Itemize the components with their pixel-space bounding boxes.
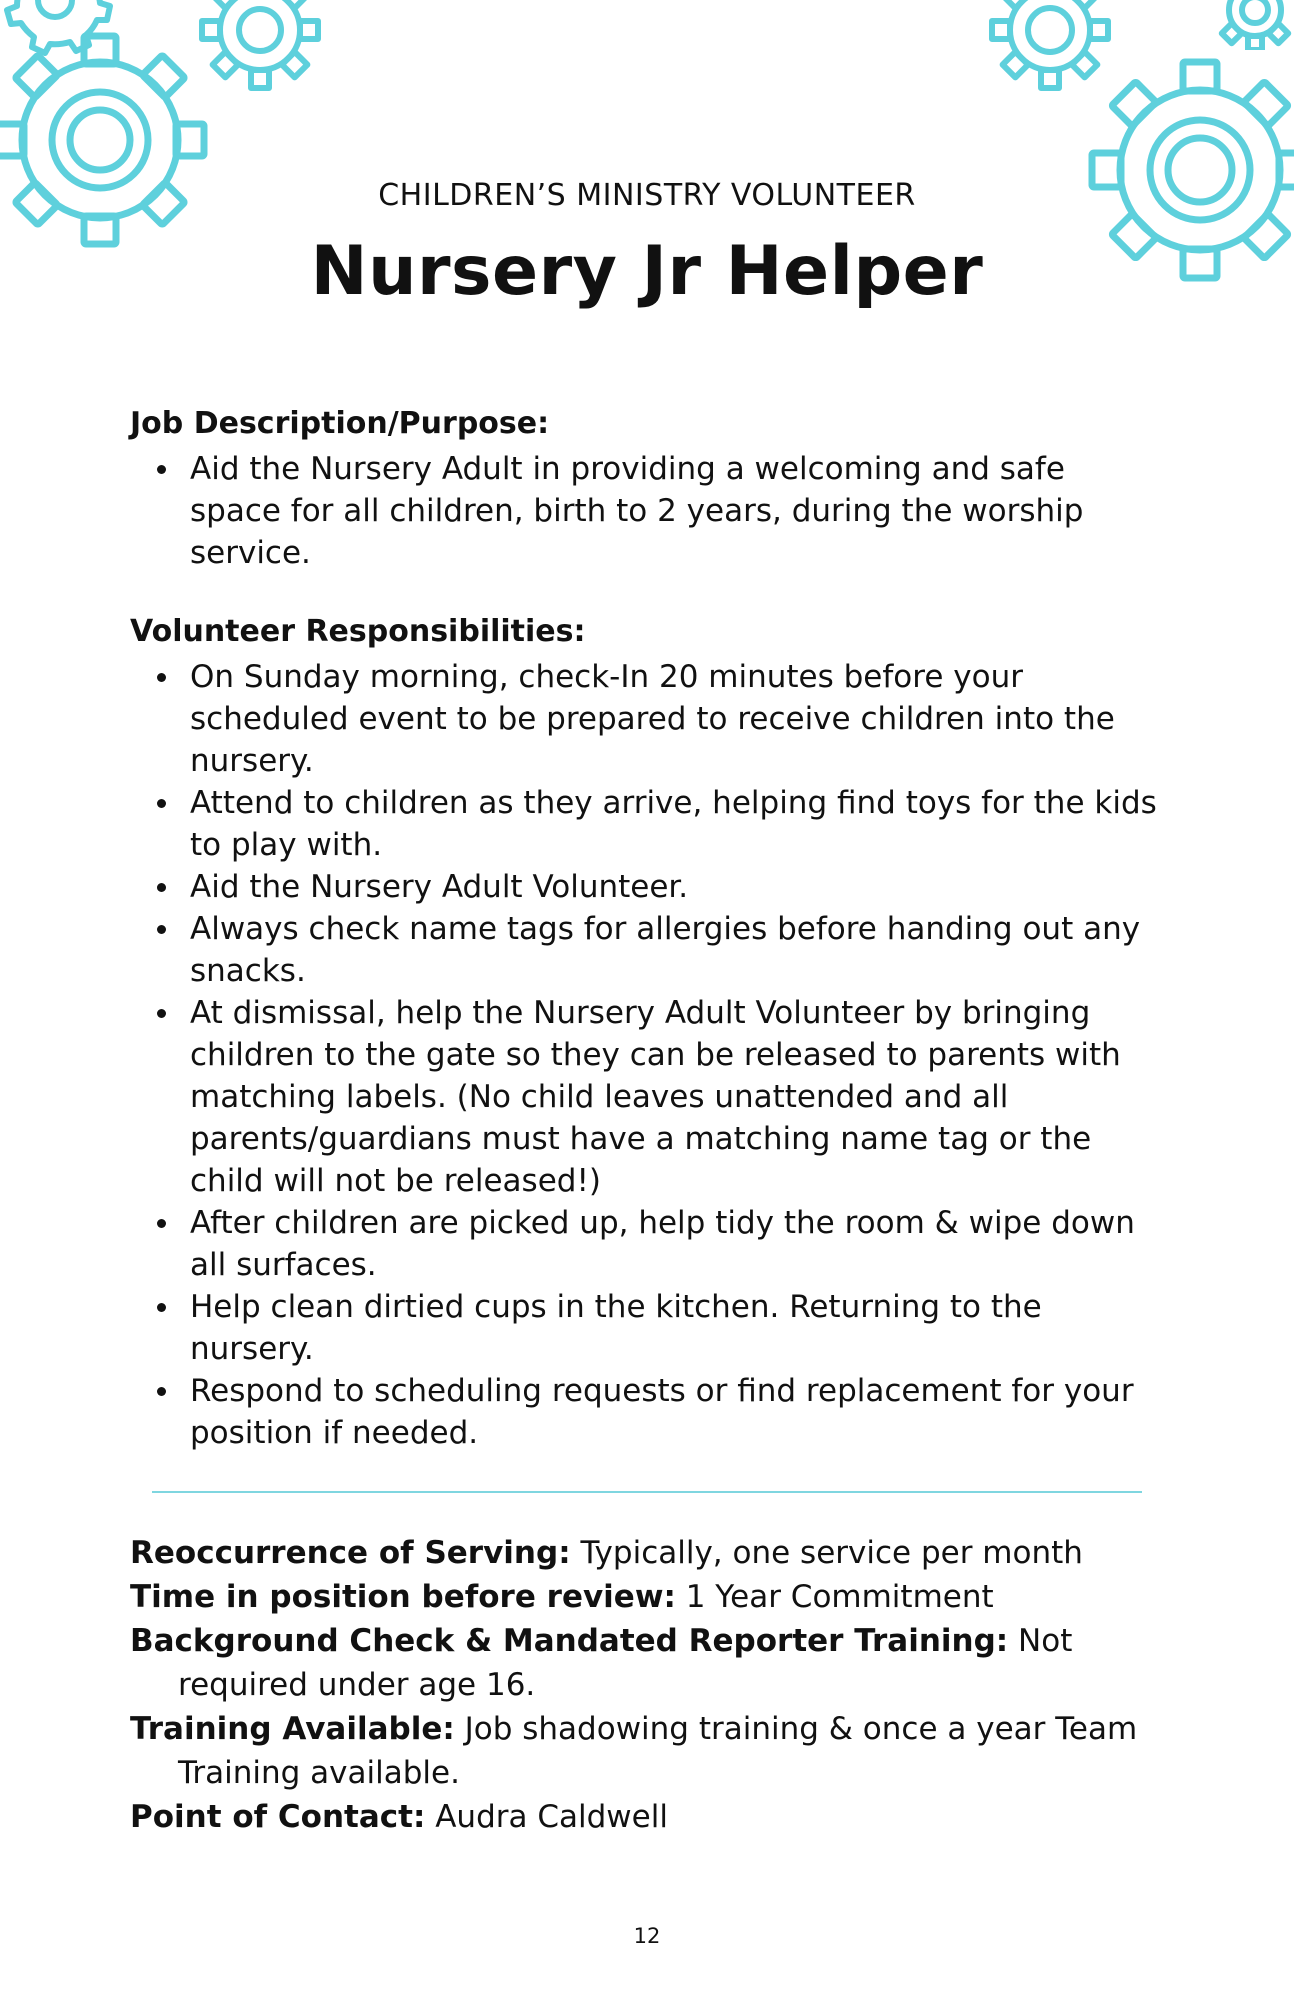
detail-value: Audra Caldwell: [435, 1799, 668, 1835]
detail-background-check: [130, 1619, 1170, 1707]
detail-value: 1 Year Commitment: [685, 1579, 994, 1615]
detail-time-in-position: [130, 1575, 1170, 1619]
list-item: Aid the Nursery Adult Volunteer.: [150, 866, 1160, 908]
detail-reoccurrence: [130, 1531, 1170, 1575]
list-item: On Sunday morning, check-In 20 minutes before your scheduled event to be prepared to receive children into the nursery.: [150, 656, 1160, 782]
page-eyebrow: CHILDREN’S MINISTRY VOLUNTEER: [378, 178, 916, 213]
job-description-heading: Job Description/Purpose:: [130, 406, 550, 441]
detail-label: Training Available:: [130, 1711, 455, 1747]
detail-label: Time in position before review:: [130, 1579, 676, 1615]
responsibilities-list: [150, 656, 1160, 1454]
job-description-list: [150, 448, 1160, 574]
detail-point-of-contact: [130, 1795, 1170, 1839]
page-title: Nursery Jr Helper: [310, 232, 984, 311]
list-item: After children are picked up, help tidy the room & wipe down all surfaces.: [150, 1202, 1160, 1286]
detail-label: Point of Contact:: [130, 1799, 426, 1835]
responsibilities-heading: Volunteer Responsibilities:: [130, 614, 586, 649]
list-item: Respond to scheduling requests or find replacement for your position if needed.: [150, 1370, 1160, 1454]
list-item: Always check name tags for allergies before handing out any snacks.: [150, 908, 1160, 992]
gear-icon: [0, 20, 220, 260]
detail-value: Not required under age 16.: [178, 1623, 1073, 1703]
list-item: Attend to children as they arrive, helping find toys for the kids to play with.: [150, 782, 1160, 866]
list-item: Aid the Nursery Adult in providing a welcoming and safe space for all children, birth to 2 years, during the worship service.: [150, 448, 1160, 574]
list-item: At dismissal, help the Nursery Adult Volunteer by bringing children to the gate so they can be released to parents with matching labels. (No child leaves unattended and all parents/guardians must have a matching name tag or the child will not be released!): [150, 992, 1160, 1202]
list-item: Help clean dirtied cups in the kitchen. Returning to the nursery.: [150, 1286, 1160, 1370]
detail-training: [130, 1707, 1170, 1795]
position-details: [130, 1531, 1170, 1839]
gear-icon: [1200, 0, 1294, 50]
page-number: 12: [633, 1924, 661, 1948]
detail-label: Reoccurrence of Serving:: [130, 1535, 571, 1571]
detail-value: Job shadowing training & once a year Team Training available.: [178, 1711, 1138, 1791]
detail-label: Background Check & Mandated Reporter Training:: [130, 1623, 1009, 1659]
detail-value: Typically, one service per month: [580, 1535, 1083, 1571]
section-divider: [152, 1491, 1142, 1493]
